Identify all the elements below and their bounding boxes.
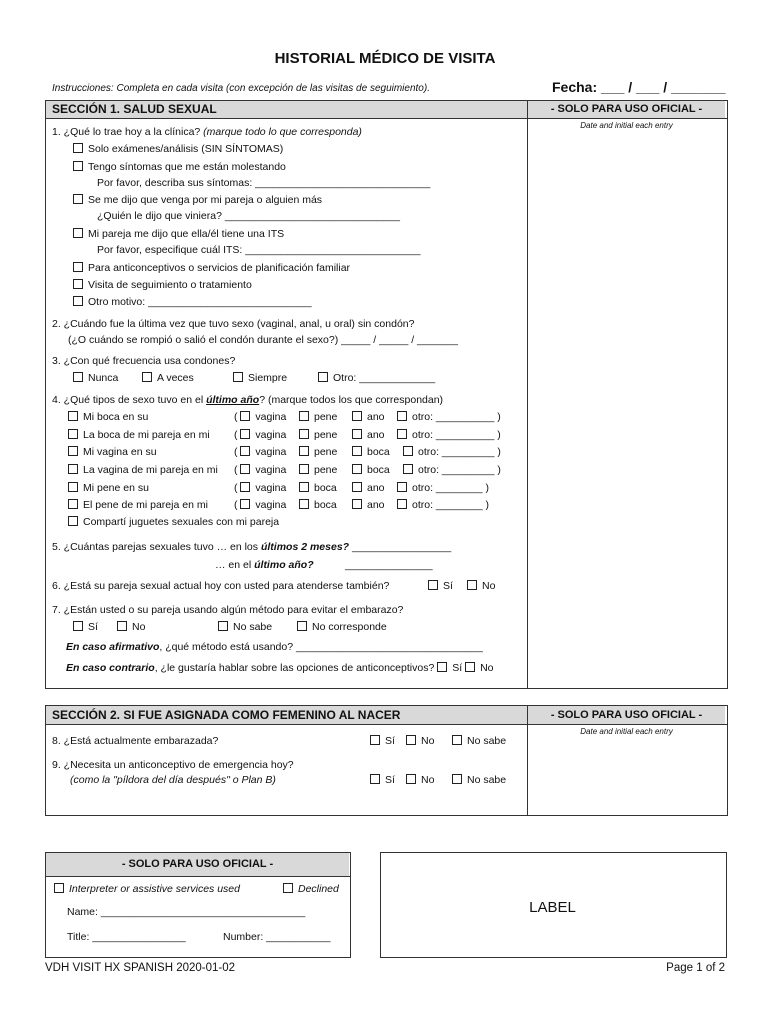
q4-row3-b-checkbox[interactable] [240,446,250,456]
q5-2months-field[interactable]: _________________ [349,541,452,553]
q1-option5-checkbox[interactable] [73,262,83,272]
q4-question: 4. ¿Qué tipos de sexo tuvo en el último año? (marque todos los que correspondan) [52,394,444,406]
q4-row1-checkbox[interactable] [68,411,78,421]
title-field[interactable]: Title: ________________ [67,931,186,943]
q2-question: 2. ¿Cuándo fue la última vez que tuvo sexo (vaginal, anal, u oral) sin condón? [52,318,415,330]
q4-row3-c-checkbox[interactable] [299,446,309,456]
q3-siempre-checkbox[interactable] [233,372,243,382]
q4-row5-b-checkbox[interactable] [240,482,250,492]
q8-nosabe-checkbox[interactable] [452,735,462,745]
office-use-heading: - SOLO PARA USO OFICIAL - [121,858,274,870]
q4-row5-e-checkbox[interactable] [397,482,407,492]
q1-option3-checkbox[interactable] [73,194,83,204]
q7-contraceptive-line: En caso contrario, ¿le gustaría hablar sobre las opciones de anticonceptivos? Sí No [66,662,494,674]
q4-row1-c-checkbox[interactable] [299,411,309,421]
q1-sti-field[interactable]: Por favor, especifique cuál ITS: ______________________________ [97,244,421,256]
q4-row6-b-checkbox[interactable] [240,499,250,509]
section1-official-label: - SOLO PARA USO OFICIAL - [550,103,703,115]
q8-si-checkbox[interactable] [370,735,380,745]
q1-option1-checkbox[interactable] [73,143,83,153]
q7-nosabe-checkbox[interactable] [218,621,228,631]
q5-question: 5. ¿Cuántas parejas sexuales tuvo … en los últimos 2 meses? _________________ [52,541,452,553]
section2-heading: SECCIÓN 2. SI FUE ASIGNADA COMO FEMENINO AL NACER [52,708,401,722]
name-field[interactable]: Name: ___________________________________ [67,906,306,918]
q4-row4-b-checkbox[interactable] [240,464,250,474]
instructions-text: Instrucciones: Completa en cada visita (con excepción de las visitas de seguimiento). [52,83,430,94]
declined-checkbox[interactable] [283,883,293,893]
q4-row2-e-checkbox[interactable] [397,429,407,439]
q4-row2-c-checkbox[interactable] [299,429,309,439]
q7-nocorr-checkbox[interactable] [297,621,307,631]
q4-row6-checkbox[interactable] [68,499,78,509]
q4-row2-checkbox[interactable] [68,429,78,439]
q4-row2-b-checkbox[interactable] [240,429,250,439]
q4-row5-checkbox[interactable] [68,482,78,492]
q1-option2-checkbox[interactable] [73,161,83,171]
q4-row6-c-checkbox[interactable] [299,499,309,509]
q7-si-checkbox[interactable] [73,621,83,631]
q9-question: 9. ¿Necesita un anticonceptivo de emergencia hoy? [52,759,294,771]
q4-row5-d-checkbox[interactable] [352,482,362,492]
q4-row4-d-checkbox[interactable] [352,464,362,474]
q7-method-line: En caso afirmativo, ¿qué método está usando? ________________________________ [66,641,483,653]
section2-official-label: - SOLO PARA USO OFICIAL - [550,709,703,721]
footer-page-number: Page 1 of 2 [666,962,725,974]
q1-option4-checkbox[interactable] [73,228,83,238]
q4-row4-e-checkbox[interactable] [403,464,413,474]
q7-contr-si-checkbox[interactable] [437,662,447,672]
page-title: HISTORIAL MÉDICO DE VISITA [274,50,496,67]
q4-row1-e-checkbox[interactable] [397,411,407,421]
q4-row6-e-checkbox[interactable] [397,499,407,509]
q3-nunca-checkbox[interactable] [73,372,83,382]
q6-no-checkbox[interactable] [467,580,477,590]
q4-row6-d-checkbox[interactable] [352,499,362,509]
q4-row1-d-checkbox[interactable] [352,411,362,421]
q3-aveces-checkbox[interactable] [142,372,152,382]
label-text: LABEL [529,899,576,916]
q9-nosabe-checkbox[interactable] [452,774,462,784]
section2-official-note: Date and initial each entry [580,727,673,736]
q4-row4-c-checkbox[interactable] [299,464,309,474]
q7-no-checkbox[interactable] [117,621,127,631]
footer-form-id: VDH VISIT HX SPANISH 2020-01-02 [45,962,236,974]
q4-row1-b-checkbox[interactable] [240,411,250,421]
q4-row3-checkbox[interactable] [68,446,78,456]
q5-year-line: … en el último año? [215,559,314,571]
q4-row5-c-checkbox[interactable] [299,482,309,492]
q9-si-checkbox[interactable] [370,774,380,784]
q4-toys-checkbox[interactable] [68,516,78,526]
q1-question: 1. ¿Qué lo trae hoy a la clínica? (marque todo lo que corresponda) [52,126,362,138]
q1-option7-checkbox[interactable] [73,296,83,306]
q9-hint: (como la "píldora del día después" o Plan B) [70,774,276,786]
q8-question: 8. ¿Está actualmente embarazada? [52,735,219,747]
q4-row4-checkbox[interactable] [68,464,78,474]
interpreter-checkbox[interactable] [54,883,64,893]
date-field[interactable]: Fecha: ___ / ___ / _______ [552,79,726,95]
q2-date-field[interactable]: (¿O cuándo se rompió o salió el condón durante el sexo?) _____ / _____ / _______ [68,334,458,346]
q9-no-checkbox[interactable] [406,774,416,784]
q6-question: 6. ¿Está su pareja sexual actual hoy con usted para atenderse también? [52,580,390,592]
q8-no-checkbox[interactable] [406,735,416,745]
q7-contr-no-checkbox[interactable] [465,662,475,672]
q1-symptoms-field[interactable]: Por favor, describa sus síntomas: ______________________________ [97,177,431,189]
q1-option6-checkbox[interactable] [73,279,83,289]
section1-heading: SECCIÓN 1. SALUD SEXUAL [52,102,217,116]
q3-otro-checkbox[interactable] [318,372,328,382]
q4-row3-d-checkbox[interactable] [352,446,362,456]
q4-row3-e-checkbox[interactable] [403,446,413,456]
q4-row2-d-checkbox[interactable] [352,429,362,439]
q7-question: 7. ¿Están usted o su pareja usando algún método para evitar el embarazo? [52,604,404,616]
number-field[interactable]: Number: ___________ [223,931,331,943]
q1-who-field[interactable]: ¿Quién le dijo que viniera? ______________________________ [97,210,401,222]
q3-question: 3. ¿Con qué frecuencia usa condones? [52,355,236,367]
q5-year-field[interactable]: _______________ [345,559,433,571]
section1-official-note: Date and initial each entry [580,121,673,130]
q6-si-checkbox[interactable] [428,580,438,590]
